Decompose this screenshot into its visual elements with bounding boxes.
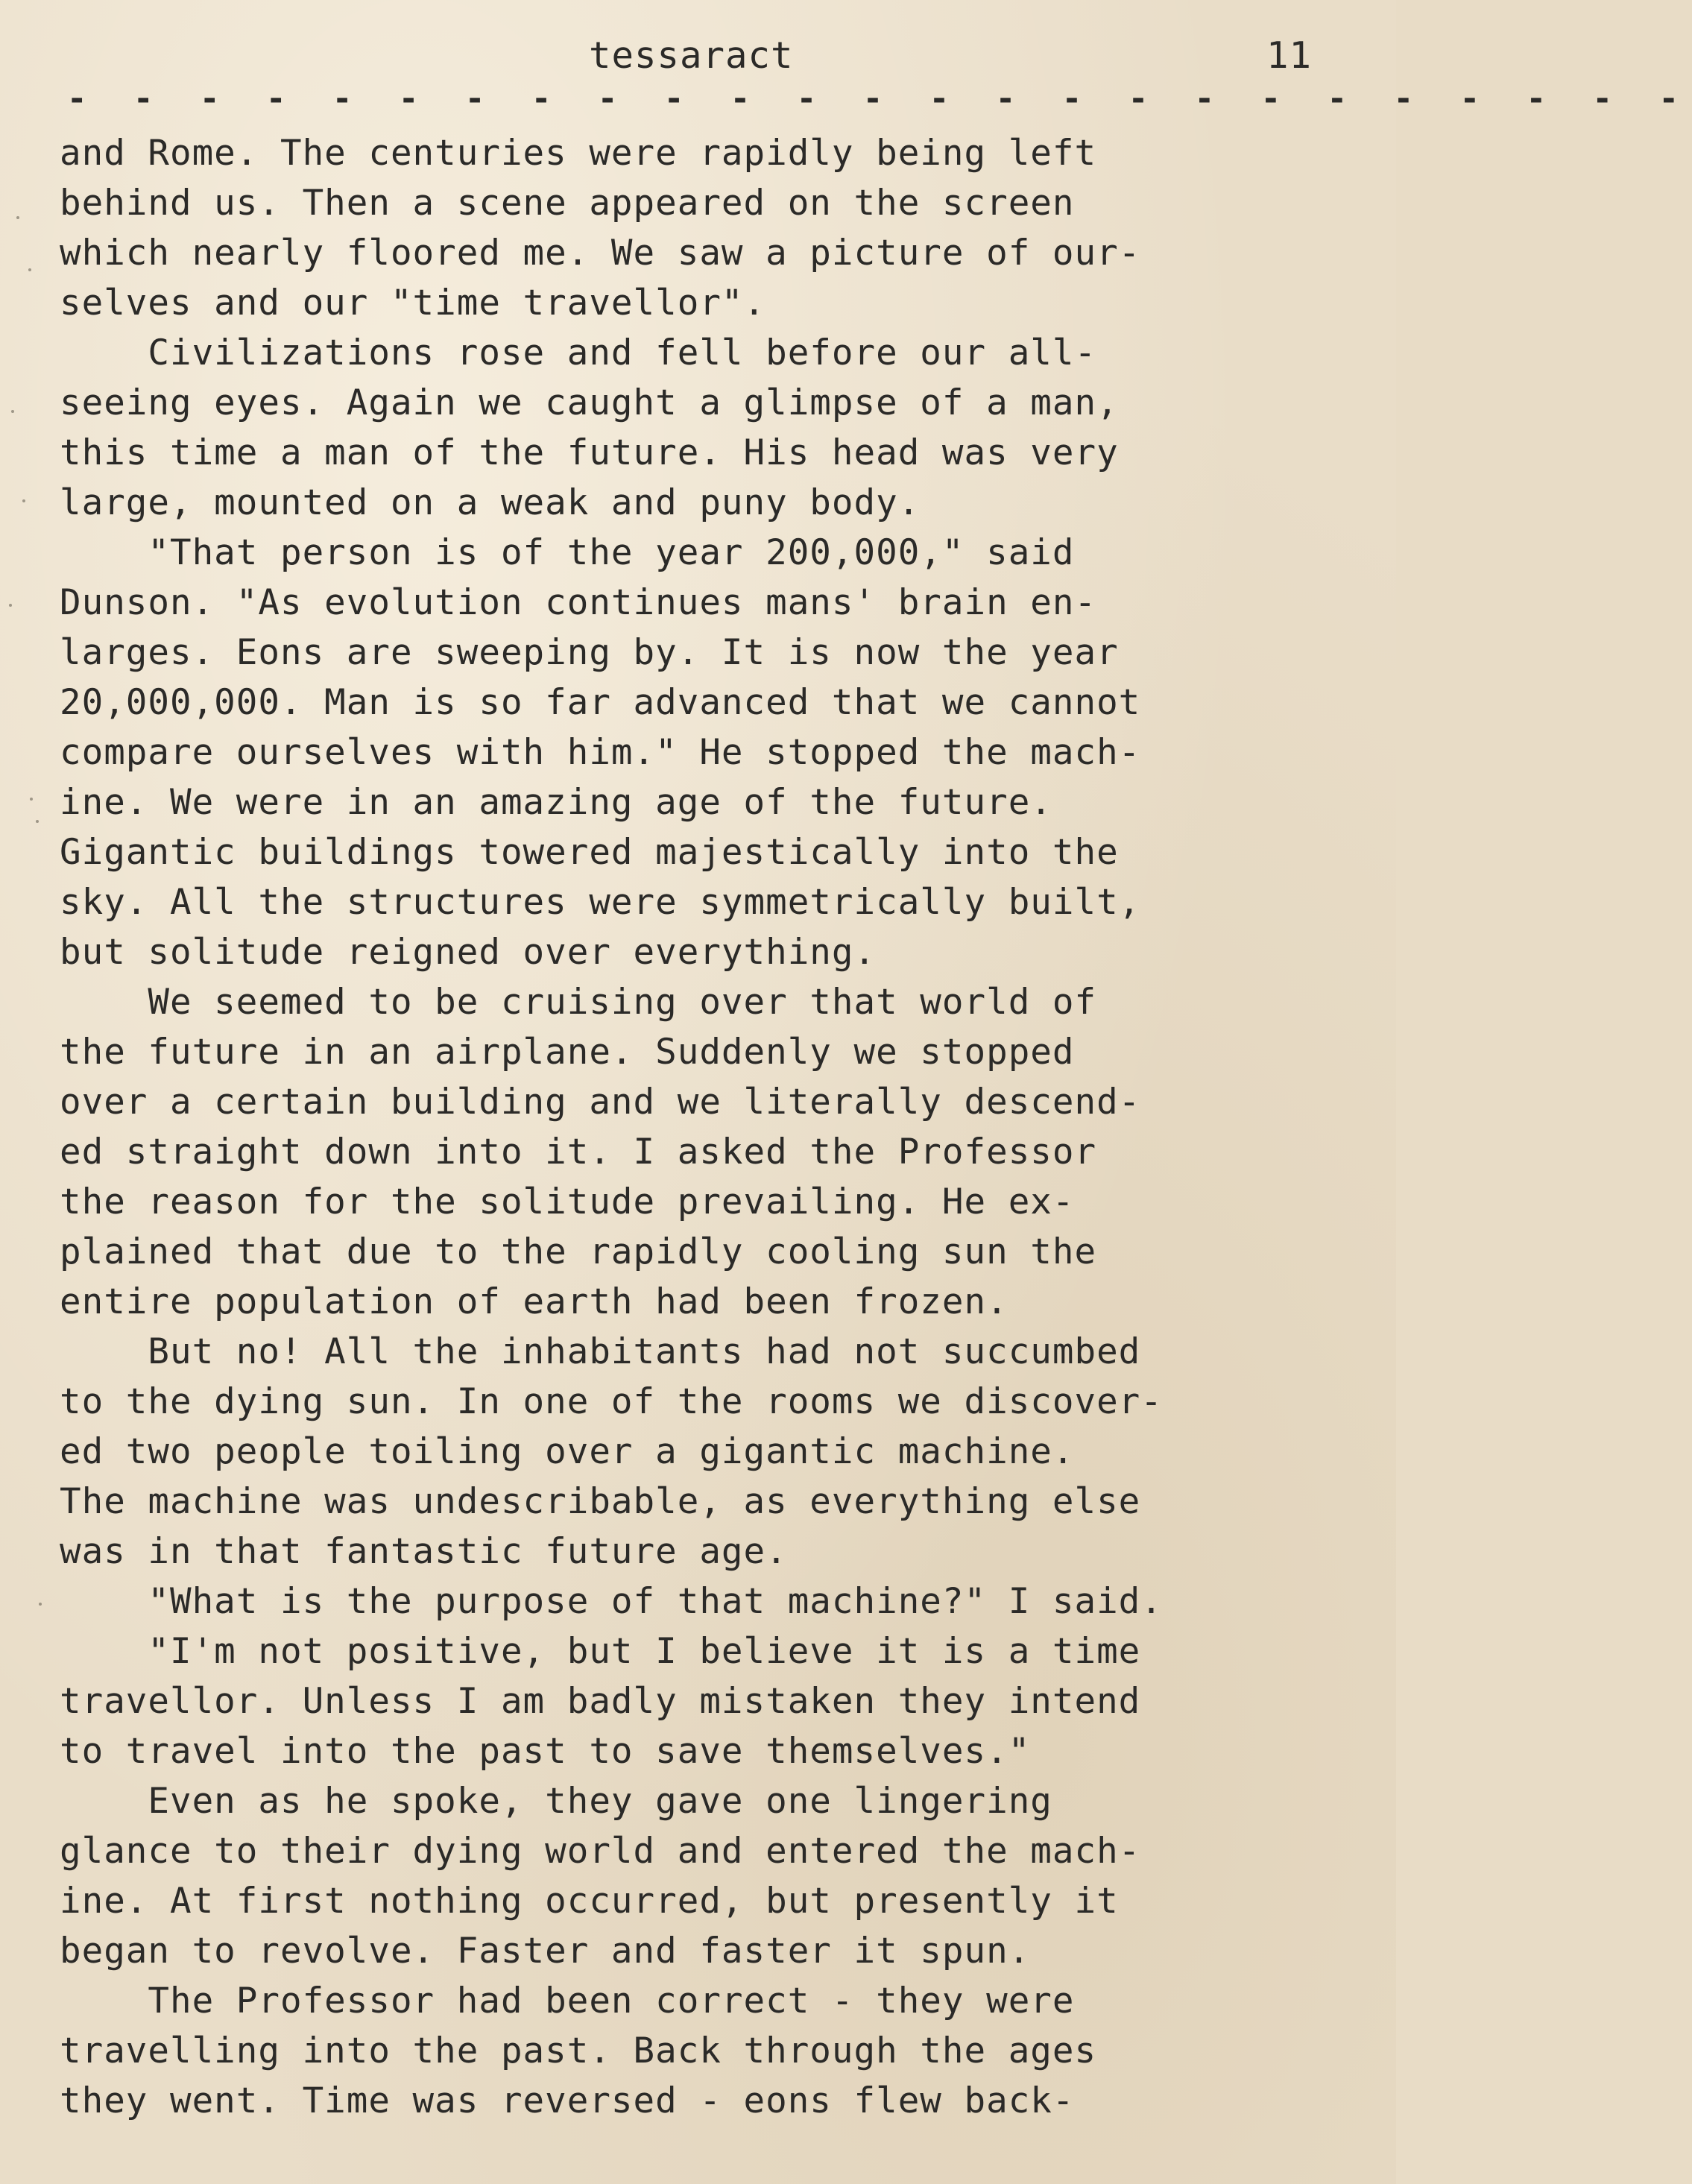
text-line: entire population of earth had been frozen. [60, 1281, 1008, 1322]
text-line: The machine was undescribable, as everything else [60, 1481, 1141, 1522]
text-line: to the dying sun. In one of the rooms we discover- [60, 1381, 1163, 1422]
text-line: seeing eyes. Again we caught a glimpse of a man, [60, 382, 1119, 423]
margin-specks [0, 186, 60, 1677]
text-line: began to revolve. Faster and faster it spun. [60, 1931, 1031, 1972]
text-line: We seemed to be cruising over that world of [60, 982, 1097, 1023]
dashed-separator: - - - - - - - - - - - - - - - - - - - - - - - - - [67, 80, 1692, 118]
text-line: plained that due to the rapidly cooling sun the [60, 1231, 1097, 1272]
text-line: behind us. Then a scene appeared on the screen [60, 183, 1075, 224]
text-line: was in that fantastic future age. [60, 1531, 788, 1572]
text-line: glance to their dying world and entered the mach- [60, 1831, 1141, 1872]
page-header [60, 30, 1312, 82]
text-line: Civilizations rose and fell before our all- [60, 332, 1097, 373]
text-line: The Professor had been correct - they were [60, 1981, 1075, 2022]
text-line: the reason for the solitude prevailing. He ex- [60, 1181, 1075, 1222]
text-line: selves and our "time travellor". [60, 283, 766, 324]
body-text [60, 128, 1357, 2126]
text-line: larges. Eons are sweeping by. It is now the year [60, 632, 1119, 673]
text-line: ed straight down into it. I asked the Professor [60, 1132, 1097, 1173]
text-line: travelling into the past. Back through the ages [60, 2030, 1097, 2071]
text-line: Even as he spoke, they gave one lingering [60, 1781, 1052, 1822]
page-number: 11 [1266, 34, 1312, 77]
text-line: ine. At first nothing occurred, but presently it [60, 1881, 1119, 1922]
text-line: Gigantic buildings towered majestically into the [60, 832, 1119, 873]
text-line: "What is the purpose of that machine?" I said. [60, 1581, 1163, 1622]
text-line: ed two people toiling over a gigantic machine. [60, 1431, 1075, 1472]
text-line: over a certain building and we literally descend- [60, 1082, 1141, 1123]
text-line: sky. All the structures were symmetrically built, [60, 882, 1141, 923]
text-line: large, mounted on a weak and puny body. [60, 482, 921, 523]
text-line: Dunson. "As evolution continues mans' brain en- [60, 582, 1097, 623]
text-line: and Rome. The centuries were rapidly being left [60, 133, 1097, 174]
text-line: which nearly floored me. We saw a picture of our- [60, 233, 1141, 274]
text-line: compare ourselves with him." He stopped the mach- [60, 732, 1141, 773]
text-line: they went. Time was reversed - eons flew back- [60, 2080, 1075, 2121]
text-line: the future in an airplane. Suddenly we stopped [60, 1032, 1075, 1073]
text-line: but solitude reigned over everything. [60, 932, 877, 973]
text-line: this time a man of the future. His head was very [60, 432, 1119, 473]
text-line: But no! All the inhabitants had not succumbed [60, 1331, 1141, 1372]
text-line: ine. We were in an amazing age of the future. [60, 782, 1052, 823]
text-line: to travel into the past to save themselves." [60, 1731, 1031, 1772]
text-line: travellor. Unless I am badly mistaken they intend [60, 1681, 1141, 1722]
running-head: tessaract [589, 34, 794, 77]
text-line: "I'm not positive, but I believe it is a time [60, 1631, 1141, 1672]
text-line: "That person is of the year 200,000," said [60, 532, 1075, 573]
text-line: 20,000,000. Man is so far advanced that we cannot [60, 682, 1141, 723]
